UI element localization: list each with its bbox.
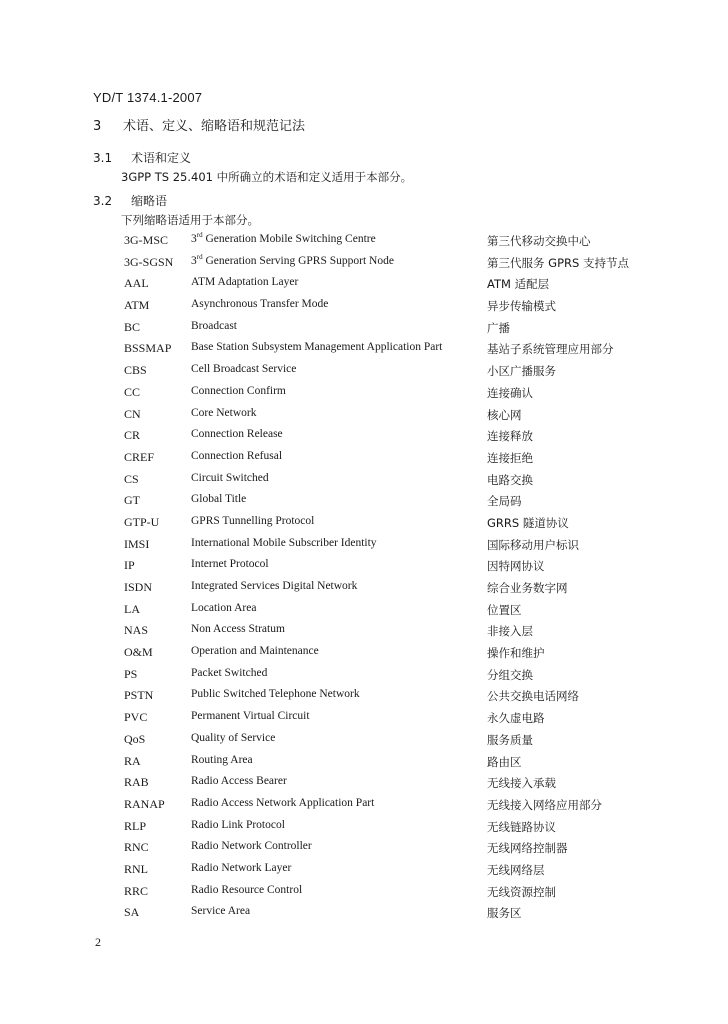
subsection-heading-abbreviations <box>93 192 167 209</box>
abbreviation-english <box>191 515 314 527</box>
abbreviation-row <box>0 447 728 469</box>
english-expansion: Generation Serving GPRS Support Node <box>202 254 394 267</box>
abbreviation-term: GT <box>124 493 140 508</box>
abbreviation-english <box>191 298 328 310</box>
ordinal-suffix: rd <box>196 231 203 240</box>
english-expansion: Service Area <box>191 905 251 918</box>
abbreviation-term: PSTN <box>124 688 154 703</box>
abbreviation-chinese: 电路交换 <box>487 472 533 487</box>
abbreviation-english <box>191 320 237 332</box>
abbreviation-english <box>191 623 285 635</box>
abbreviation-english <box>191 819 285 831</box>
subsection-number: 3.2 <box>93 194 113 208</box>
subsection-title: 缩略语 <box>131 194 168 208</box>
abbreviation-english <box>191 580 357 592</box>
abbreviation-english <box>191 710 310 722</box>
abbreviation-row <box>0 512 728 534</box>
abbreviation-term: CC <box>124 384 141 399</box>
abbreviation-row <box>0 273 728 295</box>
abbreviation-term: ISDN <box>124 580 153 594</box>
abbreviation-chinese: 非接入层 <box>487 624 533 639</box>
abbreviation-row <box>0 859 728 881</box>
document-id: YD/T 1374.1-2007 <box>93 90 203 105</box>
abbreviation-english <box>191 775 287 787</box>
abbreviation-term: PS <box>124 666 138 681</box>
abbreviation-term: SA <box>124 905 140 920</box>
english-expansion: ATM Adaptation Layer <box>191 276 299 289</box>
abbreviation-english <box>191 450 282 462</box>
english-expansion: Asynchronous Transfer Mode <box>191 298 329 311</box>
abbreviation-row <box>0 664 728 686</box>
section-heading <box>93 115 305 134</box>
abbreviation-row <box>0 577 728 599</box>
abbreviation-chinese: 第三代服务 GPRS 支持节点 <box>487 255 629 270</box>
abbreviation-chinese: 连接拒绝 <box>487 450 533 465</box>
abbreviation-term: RNL <box>124 861 148 876</box>
english-expansion: International Mobile Subscriber Identity <box>191 536 377 549</box>
abbreviation-chinese: 服务区 <box>487 906 522 921</box>
abbreviation-row <box>0 729 728 751</box>
abbreviation-term: GTP-U <box>124 514 160 529</box>
abbreviation-chinese: 第三代移动交换中心 <box>487 234 591 248</box>
english-expansion: Internet Protocol <box>191 558 269 571</box>
abbreviation-row <box>0 902 728 924</box>
abbreviation-row <box>0 837 728 859</box>
abbreviation-english <box>191 472 269 484</box>
abbreviation-term: QoS <box>124 731 146 746</box>
abbreviation-english <box>191 558 269 570</box>
abbreviation-term: CN <box>124 406 141 421</box>
abbreviation-row <box>0 469 728 491</box>
abbreviation-english <box>191 252 394 267</box>
ordinal-number: 3 <box>191 233 197 245</box>
terms-body-text: 3GPP TS 25.401 中所确立的术语和定义适用于本部分。 <box>121 170 413 184</box>
abbreviation-chinese: 异步传输模式 <box>487 299 556 314</box>
abbreviation-row <box>0 620 728 642</box>
abbreviation-chinese: 路由区 <box>487 754 522 769</box>
section-title: 术语、定义、缩略语和规范记法 <box>123 119 306 134</box>
abbreviation-row <box>0 317 728 339</box>
abbreviation-term: ATM <box>124 298 150 313</box>
abbreviation-row <box>0 555 728 577</box>
english-expansion: Broadcast <box>191 319 237 332</box>
abbreviation-row <box>0 382 728 404</box>
abbreviation-row <box>0 490 728 512</box>
abbreviation-chinese: 无线资源控制 <box>487 884 556 899</box>
page-number: 2 <box>95 935 101 949</box>
abbreviation-english <box>191 428 283 440</box>
english-expansion: Location Area <box>191 601 257 614</box>
abbreviation-english <box>191 862 291 874</box>
english-expansion: Circuit Switched <box>191 471 269 484</box>
abbreviation-row <box>0 230 728 252</box>
subsection-number: 3.1 <box>93 151 113 165</box>
english-expansion: Radio Network Layer <box>191 861 292 874</box>
abbreviation-term: RAB <box>124 775 149 790</box>
abbreviation-row <box>0 338 728 360</box>
abbreviation-row <box>0 685 728 707</box>
abbreviation-term: RANAP <box>124 796 165 811</box>
english-expansion: Connection Refusal <box>191 449 283 462</box>
english-expansion: Connection Confirm <box>191 384 286 397</box>
abbreviation-row <box>0 360 728 382</box>
abbreviation-term: RNC <box>124 840 149 855</box>
abbreviation-term: CBS <box>124 363 147 378</box>
english-expansion: Permanent Virtual Circuit <box>191 710 310 723</box>
abbreviation-term: LA <box>124 601 140 616</box>
abbreviation-term: RLP <box>124 818 147 833</box>
english-expansion: Core Network <box>191 406 257 419</box>
abbreviation-term: BSSMAP <box>124 341 172 356</box>
abbreviation-term: PVC <box>124 710 148 725</box>
abbreviation-chinese: 永久虚电路 <box>487 711 545 726</box>
abbreviation-term: NAS <box>124 623 149 638</box>
abbreviation-row <box>0 534 728 556</box>
abbreviation-english <box>191 493 246 505</box>
abbreviation-term: BC <box>124 319 141 334</box>
abbreviation-english <box>191 233 376 245</box>
abbreviation-chinese: 无线网络控制器 <box>487 841 568 856</box>
abbreviation-english <box>191 754 253 766</box>
subsection-title: 术语和定义 <box>131 151 192 165</box>
abbreviation-term: CREF <box>124 449 155 464</box>
abbreviation-english <box>191 840 312 852</box>
abbreviation-term: CR <box>124 428 141 443</box>
abbreviation-term: CS <box>124 471 139 486</box>
abbreviation-chinese: 公共交换电话网络 <box>487 689 579 704</box>
subsection-heading-terms <box>93 149 191 166</box>
abbreviation-chinese: 无线接入承载 <box>487 776 556 791</box>
abbreviation-english <box>191 732 275 744</box>
abbreviation-chinese: 无线网络层 <box>487 862 545 877</box>
abbreviation-row <box>0 599 728 621</box>
abbreviation-english <box>191 537 377 549</box>
english-expansion: GPRS Tunnelling Protocol <box>191 514 315 527</box>
abbreviation-english <box>191 363 296 375</box>
english-expansion: Quality of Service <box>191 731 276 744</box>
english-expansion: Generation Mobile Switching Centre <box>202 233 376 245</box>
abbreviation-chinese: 连接确认 <box>487 385 533 400</box>
abbreviation-chinese: 广播 <box>487 320 510 335</box>
english-expansion: Radio Access Network Application Part <box>191 796 375 809</box>
english-expansion: Operation and Maintenance <box>191 645 319 658</box>
abbreviation-chinese: 分组交换 <box>487 667 533 682</box>
english-expansion: Radio Access Bearer <box>191 775 287 788</box>
english-expansion: Routing Area <box>191 753 253 766</box>
abbreviation-english <box>191 385 286 397</box>
english-expansion: Public Switched Telephone Network <box>191 688 360 701</box>
ordinal-number: 3 <box>191 254 197 267</box>
abbreviation-term: 3G-SGSN <box>124 254 174 269</box>
english-expansion: Radio Link Protocol <box>191 818 285 831</box>
english-expansion: Global Title <box>191 493 247 506</box>
abbreviation-english <box>191 341 442 353</box>
abbreviation-english <box>191 276 298 288</box>
abbreviation-chinese: GRRS 隧道协议 <box>487 515 569 530</box>
abbreviation-chinese: 核心网 <box>487 407 522 422</box>
abbreviation-row <box>0 295 728 317</box>
abbreviation-english <box>191 884 302 896</box>
english-expansion: Cell Broadcast Service <box>191 363 297 376</box>
abbreviation-chinese: 连接释放 <box>487 429 533 444</box>
abbreviation-chinese: 位置区 <box>487 602 522 617</box>
abbreviation-row <box>0 252 728 274</box>
abbreviation-english <box>191 797 374 809</box>
abbreviation-chinese: 操作和维护 <box>487 646 545 661</box>
abbreviation-chinese: 国际移动用户标识 <box>487 537 579 552</box>
english-expansion: Radio Network Controller <box>191 840 312 853</box>
english-expansion: Connection Release <box>191 428 283 441</box>
abbreviation-english <box>191 905 250 917</box>
abbreviation-term: IMSI <box>124 536 150 551</box>
abbreviation-term: RA <box>124 753 141 768</box>
abbreviation-row <box>0 642 728 664</box>
english-expansion: Packet Switched <box>191 666 268 679</box>
abbreviation-term: RRC <box>124 883 149 898</box>
abbreviation-chinese: 无线接入网络应用部分 <box>487 797 602 812</box>
abbreviation-row <box>0 404 728 426</box>
abbreviation-row <box>0 794 728 816</box>
english-expansion: Integrated Services Digital Network <box>191 580 358 592</box>
abbreviation-row <box>0 881 728 903</box>
abbreviation-chinese: 基站子系统管理应用部分 <box>487 342 614 357</box>
english-expansion: Non Access Stratum <box>191 623 285 636</box>
abbreviations-body-text: 下列缩略语适用于本部分。 <box>121 213 259 227</box>
abbreviation-row <box>0 772 728 794</box>
abbreviation-english <box>191 407 256 419</box>
abbreviation-chinese: 无线链路协议 <box>487 819 556 834</box>
english-expansion: Radio Resource Control <box>191 883 303 896</box>
abbreviation-row <box>0 707 728 729</box>
section-number: 3 <box>93 119 102 134</box>
abbreviation-term: 3G-MSC <box>124 233 169 247</box>
abbreviation-chinese: 服务质量 <box>487 732 533 747</box>
english-expansion: Base Station Subsystem Management Application Part <box>191 341 443 354</box>
abbreviation-english <box>191 602 256 614</box>
abbreviation-chinese: 全局码 <box>487 494 522 509</box>
abbreviation-row <box>0 425 728 447</box>
abbreviation-english <box>191 688 360 700</box>
abbreviation-term: IP <box>124 558 135 573</box>
abbreviation-term: O&M <box>124 645 153 660</box>
abbreviation-chinese: 因特网协议 <box>487 559 545 574</box>
abbreviation-chinese: 综合业务数字网 <box>487 581 568 595</box>
abbreviation-english <box>191 667 267 679</box>
ordinal-suffix: rd <box>196 252 203 261</box>
abbreviation-chinese: 小区广播服务 <box>487 364 556 379</box>
abbreviation-english <box>191 645 319 657</box>
abbreviation-chinese: ATM 适配层 <box>487 277 550 292</box>
abbreviation-list <box>0 230 728 924</box>
abbreviation-row <box>0 816 728 838</box>
abbreviation-row <box>0 751 728 773</box>
abbreviation-term: AAL <box>124 276 149 291</box>
